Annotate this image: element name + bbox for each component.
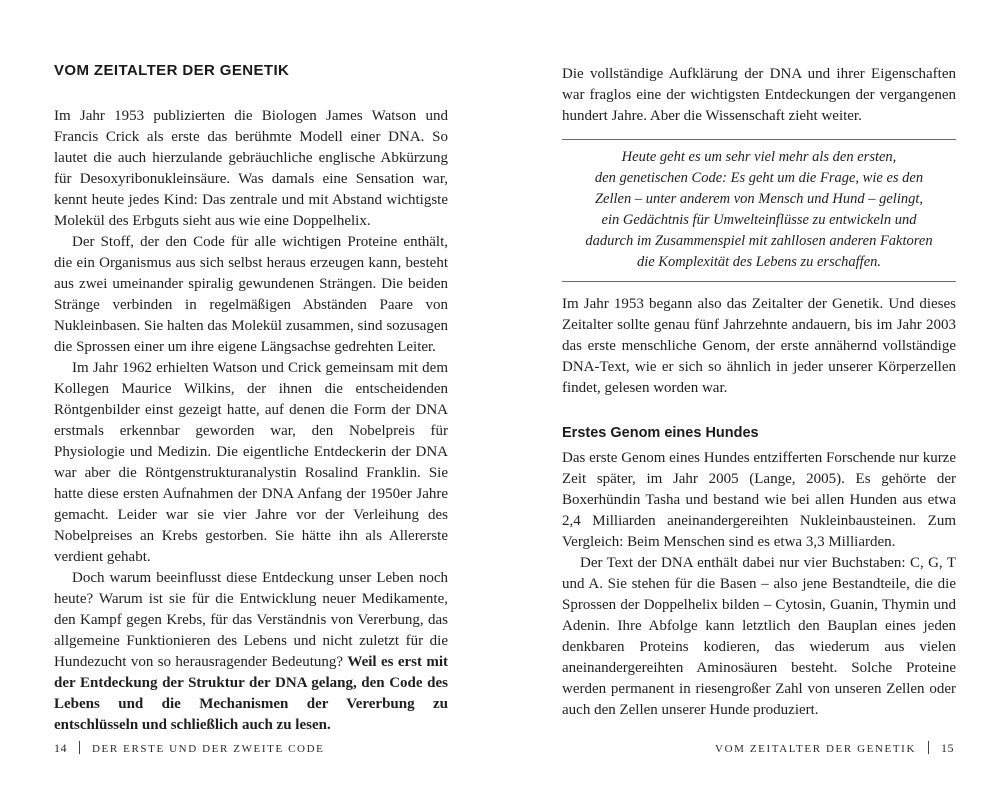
quote-line: Zellen – unter anderem von Mensch und Hund – gelingt, [594,191,924,207]
paragraph: Im Jahr 1962 erhielten Watson und Crick gemeinsam mit dem Kollegen Maurice Wilkins, der ihnen die entscheidenden Röntgenbilder einst gezeigt hatte, auf denen die Form der DNA erstmals erkennbar geworden war, den Nobelpreis für Physiologie und Medizin. Die eigentliche Entdeckerin der DNA war aber die Röntgenstrukturanalystin Rosalind Franklin. Sie hatte diese ersten Aufnahmen der DNA Anfang der 1950er Jahre gemacht. Leider war sie vier Jahre vor der Verleihung des Nobelpreises an Krebs gestorben. Sie hätte ihn als Allererste verdient gehabt. [54,360,448,565]
right-page [504,0,1008,804]
left-text-column [54,60,448,736]
footer-divider [928,741,929,754]
page-footer [54,741,324,756]
running-head: DER ERSTE UND DER ZWEITE CODE [92,743,325,755]
quote-line: die Komplexität des Lebens zu erschaffen. [636,254,882,270]
right-text-column [562,64,956,721]
paragraph: Der Text der DNA enthält dabei nur vier Buchstaben: C, G, T und A. Sie stehen für die Basen – also jene Bestandteile, die die Sprossen der Doppelhelix bilden – Cytosin, Guanin, Thymin und Adenin. Ihre Abfolge kann letztlich den Bauplan eines jeden denkbaren Proteins kodieren, das wiederum aus vielen aneinandergereihten Aminosäuren besteht. Solche Proteine werden permanent in riesengroßer Zahl von unseren Zellen oder auch den Zellen unserer Hunde produziert. [562,555,956,718]
quote-line: dadurch im Zusammenspiel mit zahllosen anderen Faktoren [585,233,933,249]
chapter-heading: VOM ZEITALTER DER GENETIK [54,62,290,79]
footer-divider [79,741,80,754]
paragraph: Der Stoff, der den Code für alle wichtigen Proteine enthält, die ein Organismus aus sich selbst heraus erzeugen kann, besteht aus zwei umeinander spiralig gewundenen Strängen. Die beiden Stränge verbinden in regelmäßigen Abständen Paare von Nukleinbasen. Sie halten das Molekül zusammen, sind sozusagen die Sprossen einer um ihre eigene Längsachse gedrehten Leiter. [54,234,448,355]
running-head: VOM ZEITALTER DER GENETIK [715,743,916,755]
paragraph-text: Doch warum beeinflusst diese Entdeckung unser Leben noch heute? Warum ist sie für die Entwicklung neuer Medikamente, den Kampf gegen Krebs, für das Verständnis von Vererbung, das allgemeine Funktionieren des Lebens und nicht zuletzt für die Hundezucht von so herausragender Bedeutung? [54,570,448,670]
paragraph: Im Jahr 1953 publizierten die Biologen James Watson und Francis Crick als erste das berühmte Modell einer DNA. So lautet die auch hierzulande gebräuchliche englische Abkürzung für Desoxyribonukleinsäure. Was damals eine Sensation war, kennt heute jedes Kind: Das zentrale und mit Abstand wichtigste Molekül des Erbguts sieht aus wie eine Doppelhelix. [54,108,448,229]
emphasized-text: Weil es erst mit der Entdeckung der Struktur der DNA gelang, den Code des Lebens und die Mechanismen der Vererbung zu entschlüsseln und schließlich auch zu lesen. [54,654,448,733]
section-heading: Erstes Genom eines Hundes [562,425,759,441]
page-number: 15 [941,741,954,755]
quote-line: Heute geht es um sehr viel mehr als den ersten, [621,149,897,165]
page-number: 14 [54,741,67,755]
paragraph: Das erste Genom eines Hundes entzifferten Forschende nur kurze Zeit später, im Jahr 2005 (Lange, 2005). Es gehörte der Boxerhündin Tasha und bestand wie bei allen Hunden aus etwa 2,4 Milliarden aneinandergereihten Nukleinbausteinen. Zum Vergleich: Beim Menschen sind es etwa 3,3 Milliarden. [562,450,956,550]
paragraph: Im Jahr 1953 begann also das Zeitalter der Genetik. Und dieses Zeitalter sollte genau fünf Jahrzehnte andauern, bis im Jahr 2003 das erste menschliche Genom, der erste annähernd vollständige DNA-Text, wie er sich so ähnlich in jeder unserer Körperzellen findet, gelesen worden war. [562,296,956,396]
pull-quote [562,139,956,282]
page-footer [715,741,954,756]
quote-line: ein Gedächtnis für Umwelteinflüsse zu entwickeln und [601,212,917,228]
paragraph [54,568,448,736]
quote-line: den genetischen Code: Es geht um die Frage, wie es den [594,170,924,186]
paragraph: Die vollständige Aufklärung der DNA und ihrer Eigenschaften war fraglos eine der wichtigsten Entdeckungen der vergangenen hundert Jahre. Aber die Wissenschaft zieht weiter. [562,66,956,124]
